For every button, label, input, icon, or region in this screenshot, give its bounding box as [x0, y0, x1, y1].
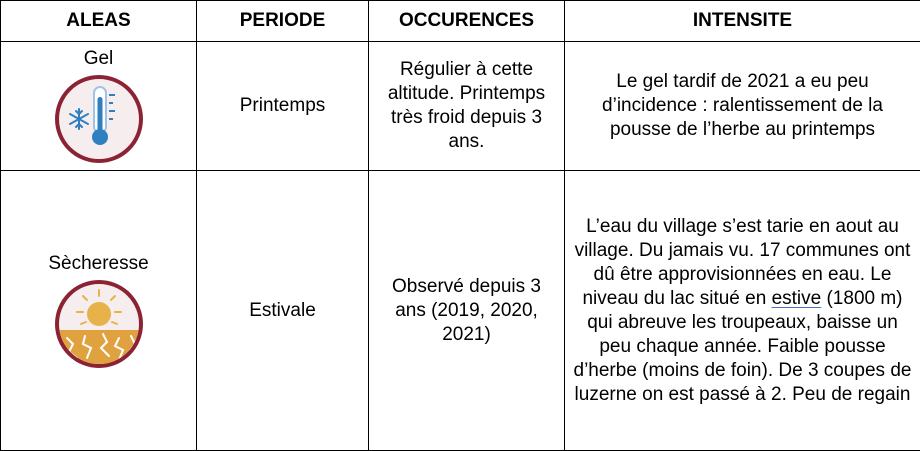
periode-cell-secheresse	[197, 171, 369, 451]
occurences-cell-gel	[369, 42, 565, 171]
header-intensite: INTENSITE	[565, 1, 920, 42]
alea-name-gel: Gel	[1, 47, 196, 71]
thermometer-snowflake-icon	[53, 73, 145, 165]
occurences-cell-secheresse	[369, 171, 565, 451]
periode-secheresse: Estivale	[197, 299, 368, 323]
periode-cell-gel	[197, 42, 369, 171]
alea-cell-secheresse	[1, 171, 197, 451]
header-periode: PERIODE	[197, 1, 369, 42]
intensite-secheresse-part1: L’eau du village s’est tarie en aout au village. Du jamais vu. 17 communes ont dû être approvisionnées en eau. Le niveau du lac situé en	[575, 216, 911, 309]
periode-gel: Printemps	[197, 94, 368, 118]
alea-cell-gel	[1, 42, 197, 171]
header-aleas: ALEAS	[1, 1, 197, 42]
table-row-secheresse	[1, 171, 920, 451]
estive-link[interactable]: estive	[772, 288, 822, 309]
occurences-secheresse: Observé depuis 3 ans (2019, 2020, 2021)	[369, 275, 564, 347]
intensite-cell-secheresse	[565, 171, 920, 451]
intensite-secheresse-part2: (1800 m) qui abreuve les troupeaux, baisse un peu chaque année. Faible pousse d’herbe (moins de foin). De 3 coupes de luzerne on est passé à 2. Peu de regain	[574, 288, 912, 405]
table-row-gel	[1, 42, 920, 171]
header-row	[1, 1, 920, 42]
header-occurences: OCCURENCES	[369, 1, 565, 42]
intensite-cell-gel	[565, 42, 920, 171]
sun-cracked-earth-icon	[53, 278, 145, 370]
intensite-secheresse	[565, 215, 920, 407]
alea-name-secheresse: Sècheresse	[1, 252, 196, 276]
intensite-gel: Le gel tardif de 2021 a eu peu d’incidence : ralentissement de la pousse de l’herbe au printemps	[565, 70, 920, 142]
occurences-gel: Régulier à cette altitude. Printemps très froid depuis 3 ans.	[369, 58, 564, 154]
